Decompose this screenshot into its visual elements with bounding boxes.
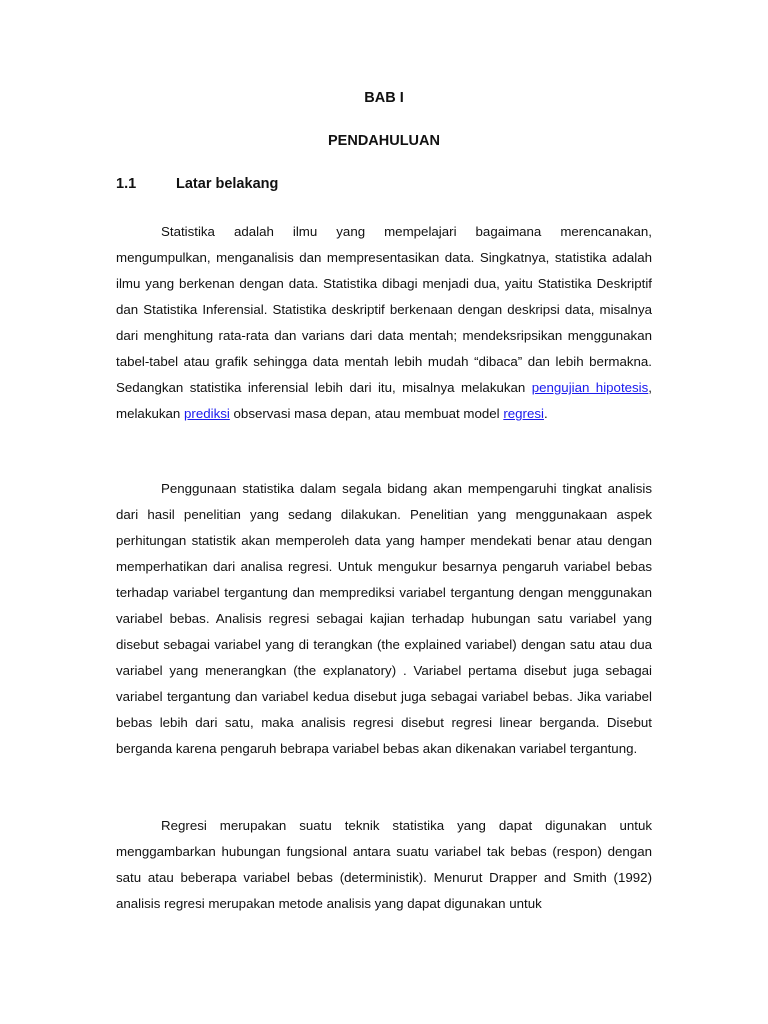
section-heading [116,176,278,192]
paragraph-1-text-c: observasi masa depan, atau membuat model [229,406,504,421]
link-prediksi[interactable]: prediksi [184,406,230,421]
paragraph-3: Regresi merupakan suatu teknik statistika yang dapat digunakan untuk menggambarkan hubungan fungsional antara suatu variabel tak bebas (respon) dengan satu atau beberapa variabel bebas (deterministik). Menurut Drapper and Smith (1992) analisis regresi merupakan metode analisis yang dapat digunakan untuk [116,818,652,911]
link-pengujian-hipotesis[interactable]: pengujian hipotesis [531,380,649,395]
paragraph-1-text-a: Statistika adalah ilmu yang mempelajari bagaimana merencanakan, mengumpulkan, menganalisis dan mempresentasikan data. Singkatnya, statistika adalah ilmu yang berkenan dengan data. Statistika dibagi menjadi dua, yaitu Statistika Deskriptif dan Statistika Inferensial. Statistika deskriptif berkenaan dengan deskripsi data, misalnya dari menghitung rata-rata dan varians dari data mentah; mendeksripsikan menggunakan tabel-tabel atau grafik sehingga data mentah lebih mudah “dibaca” dan lebih bermakna. Sedangkan statistika inferensial lebih dari itu, misalnya melakukan [116,224,652,395]
paragraph-2: Penggunaan statistika dalam segala bidang akan mempengaruhi tingkat analisis dari hasil penelitian yang sedang dilakukan. Penelitian yang menggunakaan aspek perhitungan statistik akan memperoleh data yang hamper mendekati benar atau dengan memperhatikan dari analisa regresi. Untuk mengukur besarnya pengaruh variabel bebas terhadap variabel tergantung dan memprediksi variabel tergantung dengan menggunakan variabel bebas. Analisis regresi sebagai kajian terhadap hubungan satu variabel yang disebut sebagai variabel yang di terangkan (the explained variabel) dengan satu atau dua variabel yang menerangkan (the explanatory) . Variabel pertama disebut juga sebagai variabel tergantung dan variabel kedua disebut juga sebagai variabel bebas. Jika variabel bebas lebih dari satu, maka analisis regresi disebut regresi linear berganda. Disebut berganda karena pengaruh bebrapa variabel bebas akan dikenakan variabel tergantung. [116,481,652,756]
paragraph-1-text-b: , melakukan [116,380,652,421]
paragraph-1-text-d: . [543,406,548,421]
paragraph-1 [116,219,652,427]
section-number: 1.1 [116,176,137,192]
link-regresi[interactable]: regresi [503,406,544,421]
section-title: Latar belakang [176,176,279,192]
chapter-number: BAB I [364,90,404,106]
chapter-title: PENDAHULUAN [328,133,440,149]
